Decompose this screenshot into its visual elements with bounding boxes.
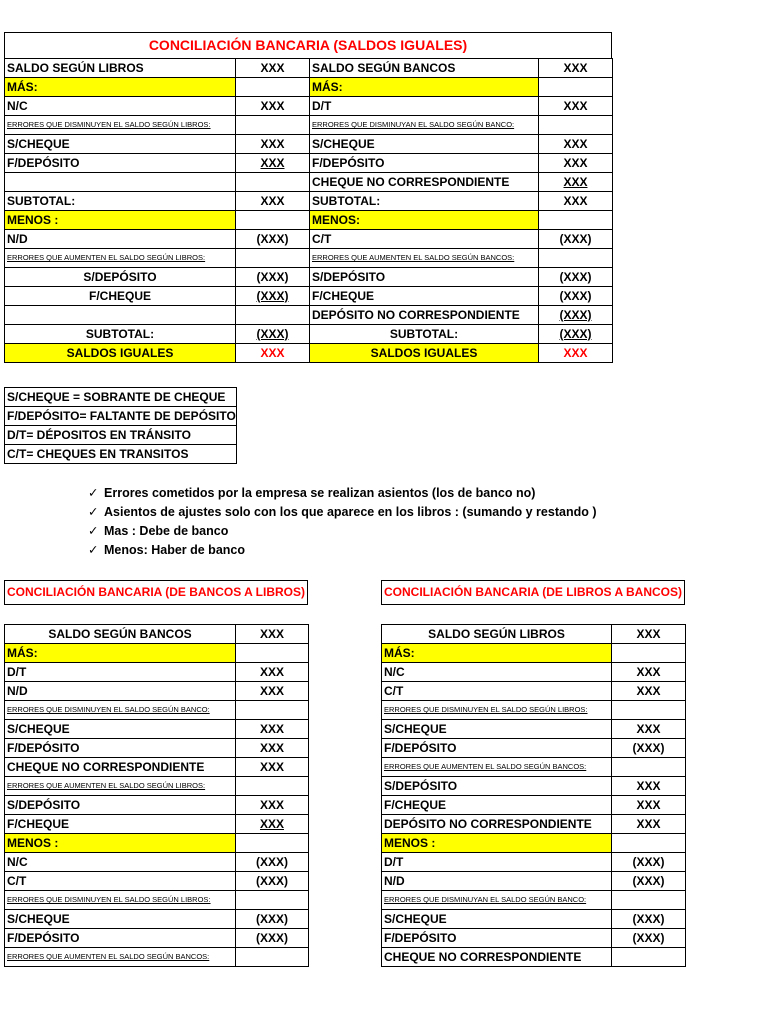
row-label: MENOS:	[310, 211, 539, 230]
table-row	[5, 154, 613, 173]
table-row	[5, 116, 613, 135]
cell-value: (XXX)	[256, 289, 289, 303]
row-label: DEPÓSITO NO CORRESPONDIENTE	[310, 306, 539, 325]
row-label: F/DEPÓSITO	[382, 929, 612, 948]
row-label: CHEQUE NO CORRESPONDIENTE	[310, 173, 539, 192]
row-label: S/CHEQUE	[382, 720, 612, 739]
row-label: ERRORES QUE AUMENTEN EL SALDO SEGÚN BANCOS:	[382, 758, 612, 777]
table-row	[382, 663, 686, 682]
main-conciliation	[4, 32, 613, 363]
table-row	[5, 59, 613, 78]
row-value: XXX	[612, 815, 686, 834]
table-row	[5, 625, 309, 644]
check-icon: ✓	[88, 543, 99, 557]
table-row	[382, 739, 686, 758]
check-icon: ✓	[88, 524, 99, 538]
row-value	[539, 173, 613, 192]
table-row	[382, 929, 686, 948]
row-value: XXX	[236, 663, 309, 682]
row-value: XXX	[236, 625, 309, 644]
note-item	[88, 484, 596, 503]
note-text: Asientos de ajustes solo con los que aparece en los libros : (sumando y restando )	[104, 505, 597, 519]
row-value: XXX	[612, 663, 686, 682]
table-row	[382, 625, 686, 644]
row-value: XXX	[236, 344, 310, 363]
row-label: MÁS:	[5, 78, 236, 97]
table-row	[5, 268, 613, 287]
row-label: S/DEPÓSITO	[5, 796, 236, 815]
table-row	[5, 891, 309, 910]
row-label: SALDO SEGÚN BANCOS	[5, 625, 236, 644]
row-value	[612, 644, 686, 663]
row-label: F/CHEQUE	[310, 287, 539, 306]
row-value	[539, 116, 613, 135]
row-value: XXX	[612, 682, 686, 701]
row-value: XXX	[539, 97, 613, 116]
table-row	[5, 739, 309, 758]
row-value	[236, 325, 310, 344]
table-row	[5, 230, 613, 249]
row-value: (XXX)	[236, 929, 309, 948]
table-row	[382, 815, 686, 834]
table-row	[5, 173, 613, 192]
table-row	[5, 948, 309, 967]
notes-list	[88, 484, 596, 560]
row-label: N/C	[5, 853, 236, 872]
row-label: ERRORES QUE DISMINUYEN EL SALDO SEGÚN LIBROS:	[5, 891, 236, 910]
row-label: CHEQUE NO CORRESPONDIENTE	[382, 948, 612, 967]
libros-a-bancos-title: CONCILIACIÓN BANCARIA (DE LIBROS A BANCOS)	[381, 580, 685, 605]
row-label: MENOS :	[5, 834, 236, 853]
table-row	[382, 701, 686, 720]
row-value	[236, 948, 309, 967]
row-value: (XXX)	[612, 910, 686, 929]
row-label: ERRORES QUE AUMENTEN EL SALDO SEGÚN BANCOS:	[310, 249, 539, 268]
row-value: (XXX)	[236, 910, 309, 929]
row-label: S/CHEQUE	[310, 135, 539, 154]
row-label: F/DEPÓSITO	[310, 154, 539, 173]
row-label: F/DEPÓSITO	[5, 929, 236, 948]
row-value: (XXX)	[612, 739, 686, 758]
table-row	[382, 910, 686, 929]
note-item	[88, 522, 596, 541]
row-label: MENOS :	[5, 211, 236, 230]
table-row	[5, 929, 309, 948]
table-row	[382, 758, 686, 777]
table-row	[382, 853, 686, 872]
row-value	[539, 306, 613, 325]
note-item	[88, 541, 596, 560]
row-label: ERRORES QUE DISMINUYAN EL SALDO SEGÚN BANCO:	[382, 891, 612, 910]
row-label: ERRORES QUE DISMINUYAN EL SALDO SEGÚN BANCO:	[310, 116, 539, 135]
row-value: XXX	[612, 777, 686, 796]
table-row	[5, 344, 613, 363]
table-row	[382, 720, 686, 739]
row-value	[236, 777, 309, 796]
note-text: Mas : Debe de banco	[104, 524, 229, 538]
main-title: CONCILIACIÓN BANCARIA (SALDOS IGUALES)	[4, 32, 612, 59]
row-value	[236, 701, 309, 720]
legend-text: C/T= CHEQUES EN TRANSITOS	[5, 445, 237, 464]
table-row	[5, 663, 309, 682]
row-value	[539, 211, 613, 230]
row-value: (XXX)	[236, 853, 309, 872]
row-value: XXX	[236, 59, 310, 78]
check-icon: ✓	[88, 505, 99, 519]
row-label: S/DEPÓSITO	[382, 777, 612, 796]
row-label	[5, 173, 236, 192]
note-text: Errores cometidos por la empresa se realizan asientos (los de banco no)	[104, 486, 536, 500]
row-label: F/DEPÓSITO	[5, 154, 236, 173]
bancos-a-libros-title: CONCILIACIÓN BANCARIA (DE BANCOS A LIBROS)	[4, 580, 308, 605]
row-label: MÁS:	[310, 78, 539, 97]
table-row	[382, 644, 686, 663]
table-row	[382, 777, 686, 796]
row-value	[612, 891, 686, 910]
row-label: MÁS:	[382, 644, 612, 663]
row-label: S/CHEQUE	[5, 720, 236, 739]
row-label: C/T	[310, 230, 539, 249]
row-value: XXX	[236, 796, 309, 815]
bancos-a-libros-table	[4, 624, 309, 967]
row-value	[236, 78, 310, 97]
libros-a-bancos-table	[381, 624, 686, 967]
abbreviation-legend	[4, 387, 237, 464]
bancos-a-libros	[4, 580, 309, 967]
row-value	[236, 249, 310, 268]
row-label: MENOS :	[382, 834, 612, 853]
note-item	[88, 503, 596, 522]
table-row	[5, 796, 309, 815]
table-row	[5, 777, 309, 796]
table-row	[5, 682, 309, 701]
row-value: XXX	[612, 720, 686, 739]
table-row	[5, 701, 309, 720]
row-value: XXX	[236, 758, 309, 777]
row-label: SALDOS IGUALES	[310, 344, 539, 363]
row-value	[236, 287, 310, 306]
table-row	[5, 853, 309, 872]
row-value	[539, 78, 613, 97]
row-label: N/C	[5, 97, 236, 116]
row-label: F/CHEQUE	[382, 796, 612, 815]
cell-value: (XXX)	[559, 308, 592, 322]
row-value: XXX	[236, 720, 309, 739]
row-label: F/CHEQUE	[5, 287, 236, 306]
row-label: SALDO SEGÚN LIBROS	[5, 59, 236, 78]
table-row	[5, 720, 309, 739]
table-row	[5, 78, 613, 97]
row-label: F/DEPÓSITO	[5, 739, 236, 758]
row-value: XXX	[236, 135, 310, 154]
row-value	[236, 644, 309, 663]
table-row	[5, 910, 309, 929]
row-label: F/CHEQUE	[5, 815, 236, 834]
cell-value: (XXX)	[256, 327, 289, 341]
table-row	[5, 287, 613, 306]
row-label: ERRORES QUE DISMINUYEN EL SALDO SEGÚN LIBROS:	[382, 701, 612, 720]
row-label: CHEQUE NO CORRESPONDIENTE	[5, 758, 236, 777]
row-value: (XXX)	[539, 287, 613, 306]
row-label: D/T	[310, 97, 539, 116]
row-label: SALDO SEGÚN BANCOS	[310, 59, 539, 78]
row-value	[539, 249, 613, 268]
row-label: SUBTOTAL:	[310, 192, 539, 211]
row-value	[236, 891, 309, 910]
legend-row	[5, 426, 237, 445]
legend-row	[5, 388, 237, 407]
table-row	[382, 948, 686, 967]
row-value	[236, 154, 310, 173]
row-value	[539, 325, 613, 344]
legend-row	[5, 445, 237, 464]
row-value: XXX	[539, 154, 613, 173]
row-value: XXX	[236, 97, 310, 116]
row-value	[236, 306, 310, 325]
legend-text: D/T= DÉPOSITOS EN TRÁNSITO	[5, 426, 237, 445]
table-row	[5, 815, 309, 834]
row-value	[612, 701, 686, 720]
row-label: C/T	[382, 682, 612, 701]
row-label: SUBTOTAL:	[310, 325, 539, 344]
row-value: XXX	[612, 625, 686, 644]
row-value	[612, 948, 686, 967]
table-row	[5, 325, 613, 344]
row-label: N/D	[382, 872, 612, 891]
row-label: N/D	[5, 230, 236, 249]
cell-value: XXX	[260, 156, 285, 170]
table-row	[382, 834, 686, 853]
row-value	[236, 211, 310, 230]
row-label: S/CHEQUE	[5, 910, 236, 929]
note-text: Menos: Haber de banco	[104, 543, 245, 557]
row-value	[236, 173, 310, 192]
legend-row	[5, 407, 237, 426]
table-row	[382, 872, 686, 891]
table-row	[5, 834, 309, 853]
table-row	[382, 682, 686, 701]
row-label: SALDO SEGÚN LIBROS	[382, 625, 612, 644]
row-label: S/CHEQUE	[382, 910, 612, 929]
table-row	[5, 97, 613, 116]
row-label: DEPÓSITO NO CORRESPONDIENTE	[382, 815, 612, 834]
legend-text: F/DEPÓSITO= FALTANTE DE DEPÓSITO	[5, 407, 237, 426]
row-value: XXX	[539, 192, 613, 211]
table-row	[5, 306, 613, 325]
row-value: (XXX)	[612, 853, 686, 872]
table-row	[5, 192, 613, 211]
table-row	[382, 891, 686, 910]
row-label: S/DEPÓSITO	[310, 268, 539, 287]
row-value	[236, 116, 310, 135]
table-row	[5, 249, 613, 268]
table-row	[5, 135, 613, 154]
row-label: N/C	[382, 663, 612, 682]
row-value: (XXX)	[539, 268, 613, 287]
libros-a-bancos	[381, 580, 686, 967]
row-label: N/D	[5, 682, 236, 701]
legend-text: S/CHEQUE = SOBRANTE DE CHEQUE	[5, 388, 237, 407]
row-label: MÁS:	[5, 644, 236, 663]
table-row	[5, 758, 309, 777]
row-value: XXX	[539, 135, 613, 154]
row-value	[612, 834, 686, 853]
row-label: D/T	[382, 853, 612, 872]
row-label: ERRORES QUE DISMINUYEN EL SALDO SEGÚN LIBROS:	[5, 116, 236, 135]
row-value: (XXX)	[612, 872, 686, 891]
row-value: (XXX)	[612, 929, 686, 948]
row-label: ERRORES QUE DISMINUYEN EL SALDO SEGÚN BANCO:	[5, 701, 236, 720]
row-label: F/DEPÓSITO	[382, 739, 612, 758]
table-row	[5, 211, 613, 230]
row-value	[236, 815, 309, 834]
row-label: C/T	[5, 872, 236, 891]
row-label: ERRORES QUE AUMENTEN EL SALDO SEGÚN LIBROS:	[5, 777, 236, 796]
row-label: S/DEPÓSITO	[5, 268, 236, 287]
row-value: XXX	[612, 796, 686, 815]
check-icon: ✓	[88, 486, 99, 500]
main-table	[4, 58, 613, 363]
row-label: SUBTOTAL:	[5, 325, 236, 344]
row-label: ERRORES QUE AUMENTEN EL SALDO SEGÚN LIBROS:	[5, 249, 236, 268]
row-value	[612, 758, 686, 777]
row-label: SUBTOTAL:	[5, 192, 236, 211]
row-value: XXX	[539, 59, 613, 78]
row-label: SALDOS IGUALES	[5, 344, 236, 363]
cell-value: XXX	[563, 175, 588, 189]
row-value: (XXX)	[236, 230, 310, 249]
row-value: (XXX)	[236, 872, 309, 891]
cell-value: (XXX)	[559, 327, 592, 341]
row-value: XXX	[236, 192, 310, 211]
table-row	[5, 644, 309, 663]
row-value	[236, 834, 309, 853]
row-label: D/T	[5, 663, 236, 682]
row-value: XXX	[236, 739, 309, 758]
row-value: (XXX)	[539, 230, 613, 249]
table-row	[382, 796, 686, 815]
table-row	[5, 872, 309, 891]
row-label: ERRORES QUE AUMENTEN EL SALDO SEGÚN BANCOS:	[5, 948, 236, 967]
cell-value: XXX	[259, 817, 284, 831]
row-label: S/CHEQUE	[5, 135, 236, 154]
row-value: XXX	[236, 682, 309, 701]
row-label	[5, 306, 236, 325]
row-value: (XXX)	[236, 268, 310, 287]
row-value: XXX	[539, 344, 613, 363]
